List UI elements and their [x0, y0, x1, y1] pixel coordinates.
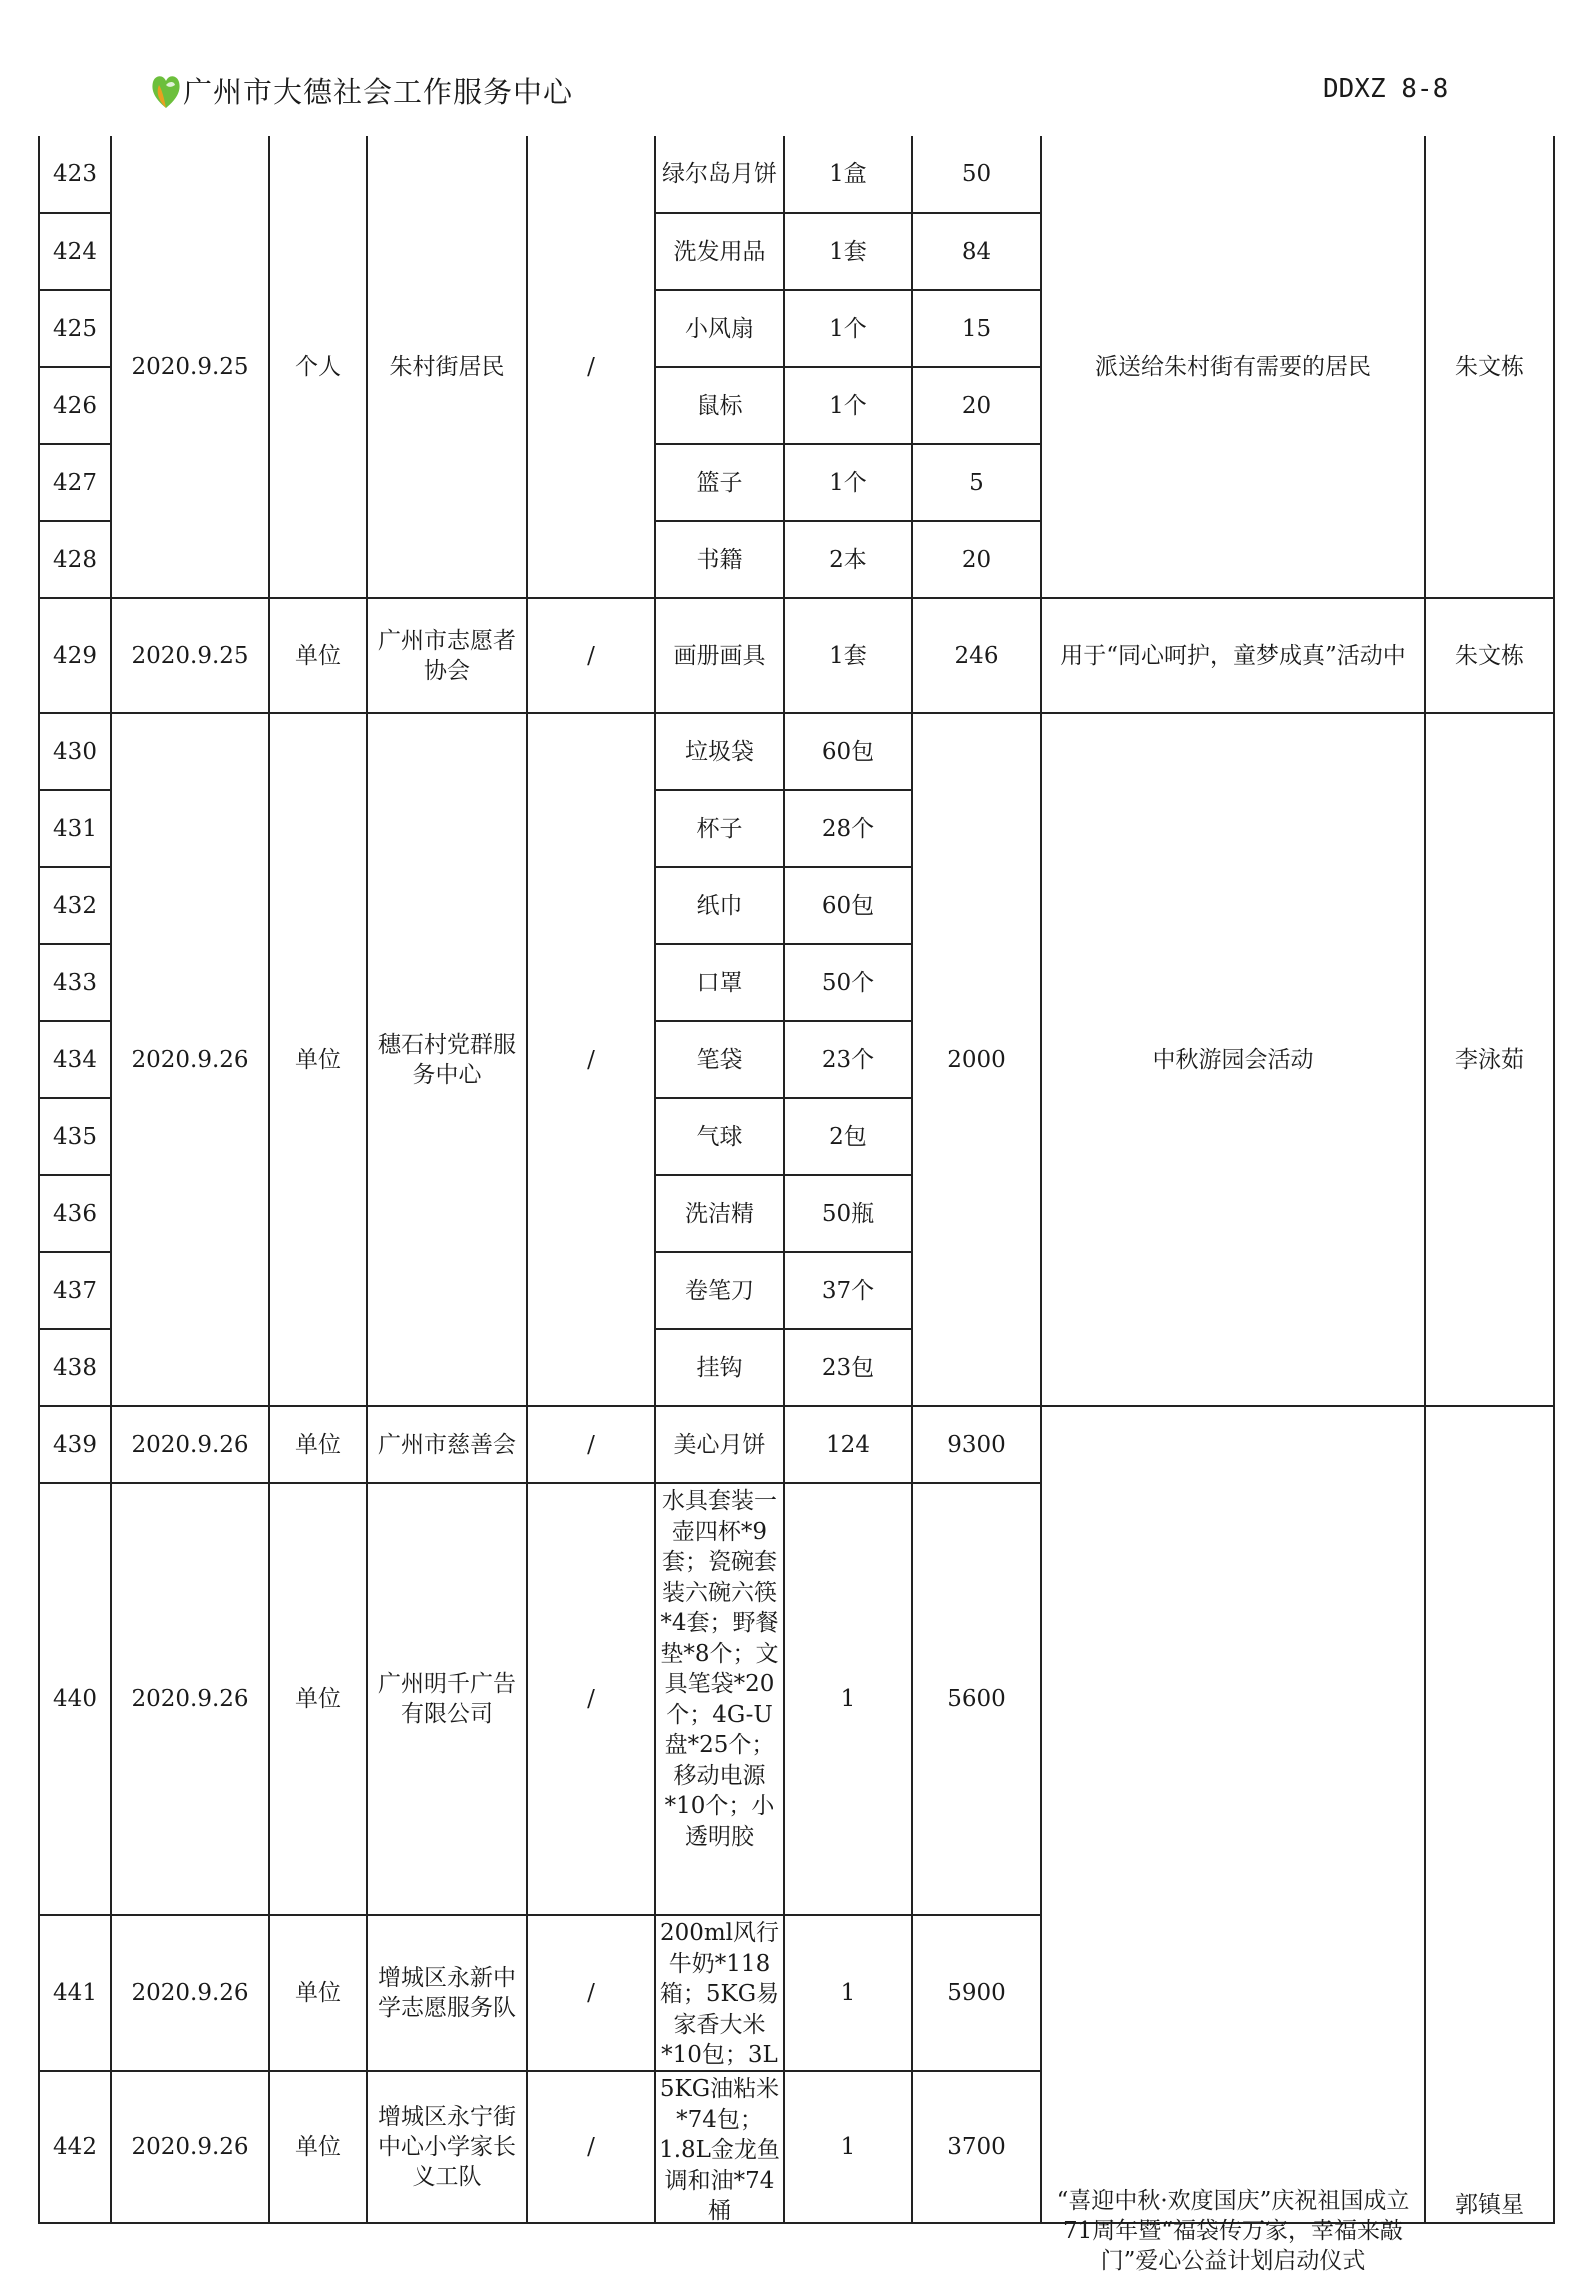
table-row: [39, 1406, 1554, 1483]
row-number: 428: [39, 521, 111, 598]
item-name: 美心月饼: [655, 1406, 784, 1483]
row-number: 426: [39, 367, 111, 444]
donor-type: 个人: [269, 136, 367, 598]
item-name: 篮子: [655, 444, 784, 521]
slash-mark: /: [527, 1483, 655, 1915]
usage-purpose-wrap: [1045, 2186, 1421, 2274]
slash-mark: /: [527, 598, 655, 713]
usage-purpose: 中秋游园会活动: [1041, 713, 1425, 1406]
item-quantity: 50个: [784, 944, 912, 1021]
donor-type: 单位: [269, 2071, 367, 2223]
donor-type: 单位: [269, 713, 367, 1406]
item-quantity: 1个: [784, 444, 912, 521]
item-quantity: 1个: [784, 367, 912, 444]
table-row: [39, 713, 1554, 790]
donor-name: 穗石村党群服务中心: [367, 713, 527, 1406]
donor-name: 增城区永宁街中心小学家长义工队: [367, 2071, 527, 2223]
donor-type: 单位: [269, 1483, 367, 1915]
donor-name: 广州市志愿者协会: [367, 598, 527, 713]
row-number: 434: [39, 1021, 111, 1098]
item-value: 5600: [912, 1483, 1041, 1915]
handler-name: 朱文栋: [1425, 598, 1554, 713]
donation-date: 2020.9.26: [111, 1406, 269, 1483]
donation-date: 2020.9.25: [111, 598, 269, 713]
item-value: 20: [912, 367, 1041, 444]
heart-leaf-logo-icon: [150, 72, 182, 110]
item-name: 小风扇: [655, 290, 784, 367]
donor-name: 朱村街居民: [367, 136, 527, 598]
item-name-text: 200ml风行牛奶*118箱；5KG易家香大米*10包；3L: [659, 1920, 780, 2068]
item-quantity: 23包: [784, 1329, 912, 1406]
slash-mark: /: [527, 136, 655, 598]
row-number: 436: [39, 1175, 111, 1252]
row-number: 427: [39, 444, 111, 521]
item-quantity: 37个: [784, 1252, 912, 1329]
item-quantity: 60包: [784, 867, 912, 944]
item-quantity: 1套: [784, 598, 912, 713]
usage-purpose: [1041, 1406, 1425, 2274]
item-quantity: 1个: [784, 290, 912, 367]
row-number: 433: [39, 944, 111, 1021]
row-number: 425: [39, 290, 111, 367]
item-value: 246: [912, 598, 1041, 713]
item-value: 5: [912, 444, 1041, 521]
page-title: 广州市大德社会工作服务中心: [183, 75, 574, 109]
handler-name: 朱文栋: [1425, 136, 1554, 598]
row-number: 441: [39, 1915, 111, 2071]
item-quantity: 50瓶: [784, 1175, 912, 1252]
item-name: 杯子: [655, 790, 784, 867]
row-number: 442: [39, 2071, 111, 2223]
donor-name: 增城区永新中学志愿服务队: [367, 1915, 527, 2071]
handler-name: 李泳茹: [1425, 713, 1554, 1406]
item-quantity: 2包: [784, 1098, 912, 1175]
table-row: [39, 136, 1554, 213]
item-quantity: 1: [784, 1915, 912, 2071]
table-row: [39, 598, 1554, 713]
item-name: 卷笔刀: [655, 1252, 784, 1329]
item-name: 笔袋: [655, 1021, 784, 1098]
row-number: 429: [39, 598, 111, 713]
donation-date: 2020.9.26: [111, 1483, 269, 1915]
item-value: 50: [912, 136, 1041, 213]
donation-date: 2020.9.26: [111, 2071, 269, 2223]
item-name: [655, 1483, 784, 1915]
row-number: 424: [39, 213, 111, 290]
row-number: 432: [39, 867, 111, 944]
item-quantity: 2本: [784, 521, 912, 598]
item-value: 84: [912, 213, 1041, 290]
item-value: 20: [912, 521, 1041, 598]
row-number: 435: [39, 1098, 111, 1175]
donor-name: 广州明千广告有限公司: [367, 1483, 527, 1915]
item-name: [655, 2071, 784, 2223]
item-quantity: 1: [784, 1483, 912, 1915]
item-name: 书籍: [655, 521, 784, 598]
item-name: 挂钩: [655, 1329, 784, 1406]
row-number: 437: [39, 1252, 111, 1329]
item-name: 口罩: [655, 944, 784, 1021]
row-number: 431: [39, 790, 111, 867]
slash-mark: /: [527, 1915, 655, 2071]
donor-type: 单位: [269, 1915, 367, 2071]
item-quantity: 28个: [784, 790, 912, 867]
row-number: 430: [39, 713, 111, 790]
donor-type: 单位: [269, 1406, 367, 1483]
item-quantity: 23个: [784, 1021, 912, 1098]
item-value: 15: [912, 290, 1041, 367]
item-value: 3700: [912, 2071, 1041, 2223]
item-name: 画册画具: [655, 598, 784, 713]
item-quantity: 1套: [784, 213, 912, 290]
item-quantity: 1盒: [784, 136, 912, 213]
item-name: 垃圾袋: [655, 713, 784, 790]
usage-purpose-text: “喜迎中秋·欢度国庆”庆祝祖国成立71周年暨“福袋传万家，幸福来敲门”爱心公益计划启动仪式: [1056, 2188, 1410, 2274]
item-value: 2000: [912, 713, 1041, 1406]
item-name: 纸巾: [655, 867, 784, 944]
row-number: 438: [39, 1329, 111, 1406]
row-number: 423: [39, 136, 111, 213]
item-name: 鼠标: [655, 367, 784, 444]
donation-date: 2020.9.26: [111, 1915, 269, 2071]
item-quantity: 124: [784, 1406, 912, 1483]
slash-mark: /: [527, 2071, 655, 2223]
slash-mark: /: [527, 713, 655, 1406]
item-name-text: 5KG油粘米*74包；1.8L金龙鱼调和油*74桶: [659, 2076, 780, 2224]
handler-name-text: 郭镇星: [1455, 2192, 1524, 2218]
handler-name: [1425, 1406, 1554, 2223]
usage-purpose: 派送给朱村街有需要的居民: [1041, 136, 1425, 598]
document-code: DDXZ 8-8: [1323, 74, 1449, 104]
item-name: 气球: [655, 1098, 784, 1175]
usage-purpose: 用于“同心呵护，童梦成真”活动中: [1041, 598, 1425, 713]
item-name: 洗洁精: [655, 1175, 784, 1252]
donor-name: 广州市慈善会: [367, 1406, 527, 1483]
item-quantity: 1: [784, 2071, 912, 2223]
item-value: 9300: [912, 1406, 1041, 1483]
item-value: 5900: [912, 1915, 1041, 2071]
item-name: 绿尔岛月饼: [655, 136, 784, 213]
donation-table: [38, 136, 1555, 2274]
item-name-text: 水具套装一壶四杯*9套；瓷碗套装六碗六筷*4套；野餐垫*8个；文具笔袋*20个；4G-U盘*25个；移动电源*10个；小透明胶: [660, 1488, 779, 1850]
slash-mark: /: [527, 1406, 655, 1483]
donor-type: 单位: [269, 598, 367, 713]
row-number: 440: [39, 1483, 111, 1915]
item-name: [655, 1915, 784, 2071]
row-number: 439: [39, 1406, 111, 1483]
donation-date: 2020.9.25: [111, 136, 269, 598]
item-name: 洗发用品: [655, 213, 784, 290]
donation-date: 2020.9.26: [111, 713, 269, 1406]
item-quantity: 60包: [784, 713, 912, 790]
